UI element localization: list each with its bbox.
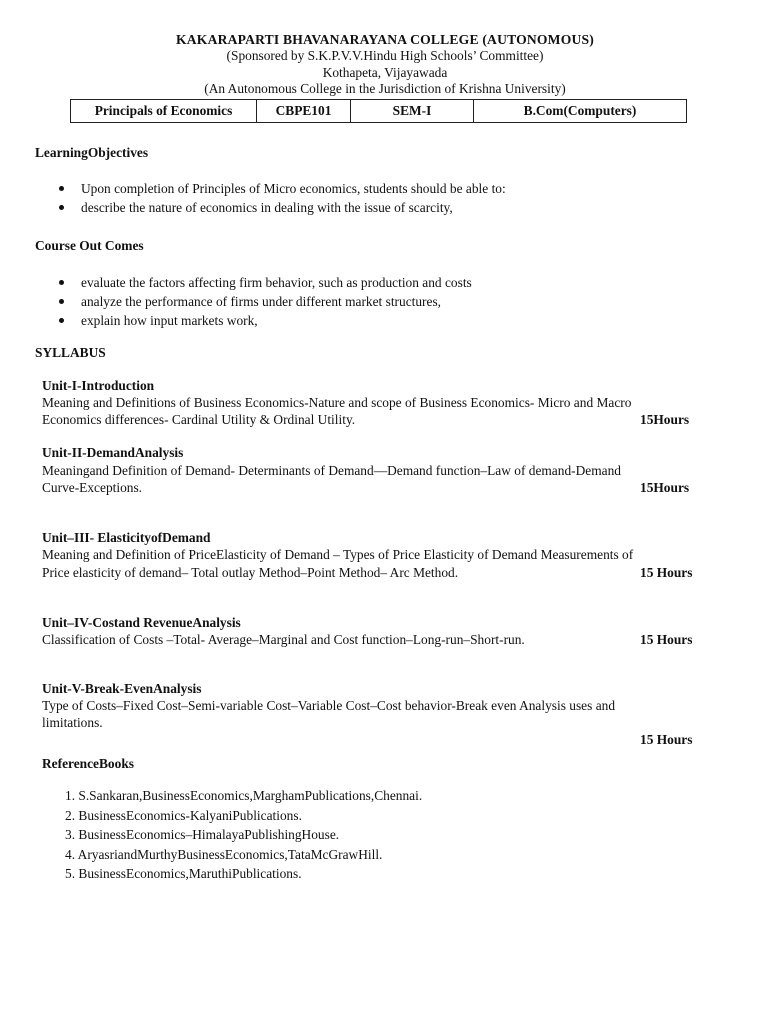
sponsor-line: (Sponsored by S.K.P.V.V.Hindu High Schools’ Committee) xyxy=(226,48,544,63)
list-item: analyze the performance of firms under different market structures, xyxy=(35,292,472,311)
list-item: 2. BusinessEconomics-KalyaniPublications. xyxy=(65,807,302,823)
unit-3-line-2: Price elasticity of demand– Total outlay Method–Point Method– Arc Method. xyxy=(42,565,459,580)
program-cell: B.Com(Computers) xyxy=(474,100,687,123)
course-outcomes-heading: Course Out Comes xyxy=(35,238,144,253)
unit-4-title: Unit–IV-Costand RevenueAnalysis xyxy=(42,615,241,630)
unit-2-line-1: Meaningand Definition of Demand- Determinants of Demand—Demand function–Law of demand-Demand xyxy=(42,463,621,478)
list-item: 4. AryasriandMurthyBusinessEconomics,TataMcGrawHill. xyxy=(65,846,383,862)
unit-1-hours: 15Hours xyxy=(640,412,690,427)
list-item: 5. BusinessEconomics,MaruthiPublications. xyxy=(65,866,302,881)
course-info-row xyxy=(71,100,687,123)
course-name-cell: Principals of Economics xyxy=(71,100,257,123)
list-item: explain how input markets work, xyxy=(35,311,472,330)
college-name: KAKARAPARTI BHAVANARAYANA COLLEGE (AUTONOMOUS) xyxy=(176,32,594,47)
semester-cell: SEM-I xyxy=(351,100,474,123)
course-outcomes-list xyxy=(35,273,472,330)
course-info-table xyxy=(70,99,687,123)
unit-5-hours: 15 Hours xyxy=(640,732,693,747)
affiliation-line: (An Autonomous College in the Jurisdiction of Krishna University) xyxy=(204,81,566,96)
unit-5-line-2: limitations. xyxy=(42,715,103,730)
unit-1-line-2: Economics differences- Cardinal Utility & Ordinal Utility. xyxy=(42,412,356,427)
unit-2-line-2: Curve-Exceptions. xyxy=(42,480,143,495)
unit-2-hours: 15Hours xyxy=(640,480,690,495)
unit-4-line-1: Classification of Costs –Total- Average–Marginal and Cost function–Long-run–Short-run. xyxy=(42,632,525,647)
list-item: evaluate the factors affecting firm behavior, such as production and costs xyxy=(35,273,472,292)
unit-3-hours: 15 Hours xyxy=(640,565,693,580)
unit-1-line-1: Meaning and Definitions of Business Economics-Nature and scope of Business Economics- Micro and Macro xyxy=(42,395,632,410)
learning-objectives-heading: LearningObjectives xyxy=(35,145,149,160)
course-code-cell: CBPE101 xyxy=(257,100,351,123)
unit-1-title: Unit-I-Introduction xyxy=(42,378,155,393)
reference-books-list xyxy=(65,786,422,884)
list-item: Upon completion of Principles of Micro economics, students should be able to: xyxy=(35,179,506,198)
learning-objectives-list xyxy=(35,179,506,217)
unit-5-line-1: Type of Costs–Fixed Cost–Semi-variable Cost–Variable Cost–Cost behavior-Break even Analysis uses and xyxy=(42,698,616,713)
location-line: Kothapeta, Vijayawada xyxy=(322,65,448,80)
list-item: describe the nature of economics in dealing with the issue of scarcity, xyxy=(35,198,506,217)
reference-books-heading: ReferenceBooks xyxy=(42,756,134,771)
list-item: 3. BusinessEconomics–HimalayaPublishingHouse. xyxy=(65,827,340,842)
unit-4-hours: 15 Hours xyxy=(640,632,693,647)
unit-5-title: Unit-V-Break-EvenAnalysis xyxy=(42,681,202,696)
unit-3-title: Unit–III- ElasticityofDemand xyxy=(42,530,211,545)
unit-2-title: Unit-II-DemandAnalysis xyxy=(42,445,184,460)
unit-3-line-1: Meaning and Definition of PriceElasticity of Demand – Types of Price Elasticity of Demand Measurements of xyxy=(42,547,634,562)
list-item: 1. S.Sankaran,BusinessEconomics,MarghamPublications,Chennai. xyxy=(65,788,423,803)
syllabus-heading: SYLLABUS xyxy=(35,345,106,360)
